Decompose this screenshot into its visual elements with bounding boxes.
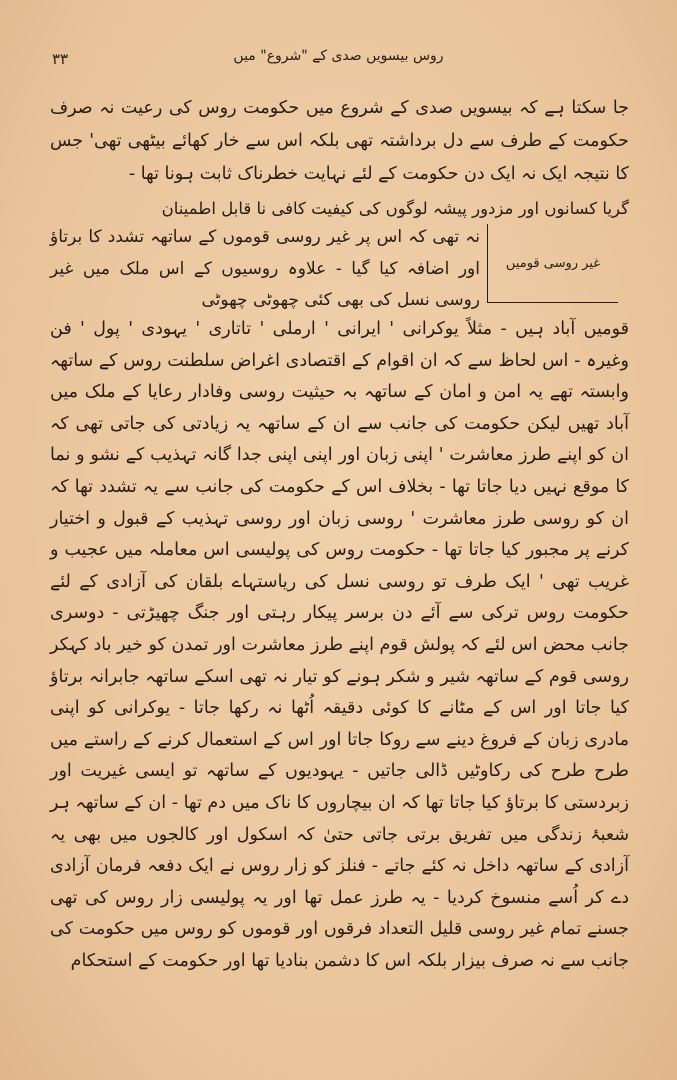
running-header: روس بیسویں صدی کے "شروع" میں <box>233 48 444 64</box>
paragraph-1: جا سکتا ہے کہ بیسویں صدی کے شروع میں حکومت روس کی رعیت نہ صرف حکومت کے طرف سے دل برداشتہ تھی بلکہ اس سے خار کھائے بیٹھی تھی' جس کا نتیجہ ایک نہ ایک دن حکومت کے لئے نہایت خطرناک ثابت ہونا تھا - <box>50 98 629 185</box>
margin-note-box <box>487 224 618 303</box>
margin-note: غیر روسی قومیں <box>505 255 601 271</box>
page-number: ۳۳ <box>52 50 69 68</box>
paragraph-2: قومیں آباد ہیں - مثلاً یوکرانی ' ایرانی ' ارملی ' تاتاری ' یہودی ' پول ' فن وغیرہ - اس لحاظ سے کہ ان اقوام کے اقتصادی اغراض سلطنت روس کے ساتھہ وابستہ تھے یہ امن و امان کے ساتھہ بہ حیثیت روسی وفادار رعایا کے ملک میں آباد تھیں لیکن حکومت کی جانب سے ان کے ساتھہ یہ زیادتی کی جاتی تھی کہ ان کو اپنے طرز معاشرت ' اپنی زبان اور اپنی اپنی جدا گانہ تہذیب کے نشو و نما کا موقع نہیں دیا جاتا تھا - بخلاف اس کے حکومت کی جانب سے یہ تشدد تھا کہ ان کو روسی طرز معاشرت ' روسی زبان اور روسی تہذیب کے قبول و اختیار کرنے پر مجبور کیا جاتا تھا - حکومت روس کی پولیسی اس معاملہ میں عجیب و غریب تھی ' ایک طرف تو روسی نسل کی ریاستہاے بلقان کی آزادی کے لئے حکومت روس ترکی سے آئے دن برسر پیکار رہتی اور جنگ چھیڑتی - دوسری جانب محض اس لئے کہ پولش قوم اپنے طرز معاشرت اور تمدن کو خیر باد کہکر روسی قوم کے ساتھہ شیر و شکر ہونے کو تیار نہ تھی اسکے ساتھہ جابرانہ برتاؤ کیا جاتا اور اس کے مٹانے کا کوئی دقیقہ اُٹھا نہ رکھا جاتا - یوکرانی کو اپنی مادری زبان کے فروغ دینے سے روکا جاتا اور اس کے استعمال کرنے کے راستے میں طرح طرح کی رکاوٹیں ڈالی جاتیں - یہودیوں کے ساتھہ تو ایسی غیریت اور زبردستی کا برتاؤ کیا جاتا تھا کہ ان بیچاروں کا ناک میں دم تھا - ان کے ساتھہ ہر شعبۂ زندگی میں تفریق برتی جاتی حتیٰ کہ اسکول اور کالجوں میں بھی یہ آزادی کے ساتھہ داخل نہ کئے جاتے - فنلز کو زار روس نے ایک دفعہ فرمان آزادی دے کر اُسے منسوخ کردیا - یہ طرز عمل تھا اور یہ پولیسی زار روس کی تھی جسنے تمام غیر روسی قلیل التعداد فرقوں اور قوموں کو روس میں حکومت کی جانب سے نہ صرف بیزار بلکہ اس کا دشمن بنادیا تھا اور حکومت کے استحکام <box>50 319 629 971</box>
paragraph-1-tail: گریا کسانوں اور مزدور پیشہ لوگوں کی کیفیت کافی نا قابل اطمینان <box>161 199 629 218</box>
paragraph-2-beside-note: نہ تھی کہ اس پر غیر روسی قوموں کے ساتھہ تشدد کا برتاؤ اور اضافہ کیا گیا - علاوہ روسیوں کے اس ملک میں غیر روسی نسل کی بھی کئی چھوٹی چھوٹی <box>50 227 480 310</box>
